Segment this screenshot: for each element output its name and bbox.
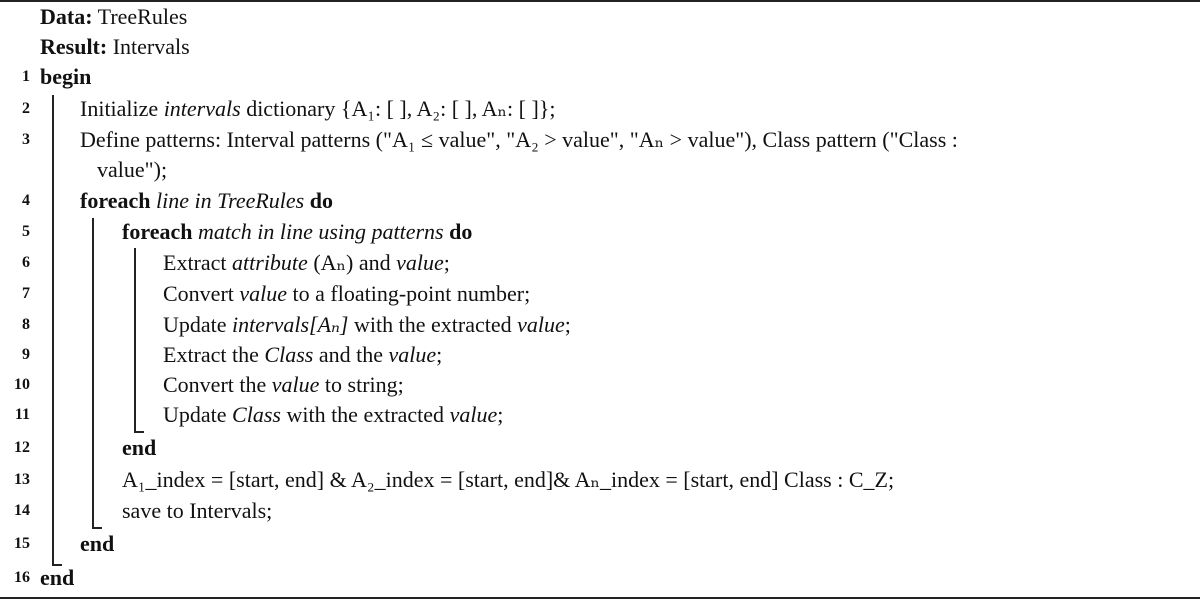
variable: Class <box>232 402 281 427</box>
line-number: 3 <box>22 131 30 148</box>
line-text: value"); <box>97 157 168 182</box>
begin-block-bar <box>52 95 54 565</box>
variable: intervals <box>163 96 241 121</box>
line-number: 8 <box>22 316 30 333</box>
line-text: Extract <box>163 250 233 275</box>
line-text: to string; <box>319 372 404 397</box>
end-keyword: end <box>40 565 75 590</box>
bottom-rule <box>0 597 1200 599</box>
begin-keyword: begin <box>40 64 92 89</box>
line-text: with the extracted <box>280 402 450 427</box>
data-value: TreeRules <box>97 4 188 29</box>
foreach-inner-bar <box>134 248 136 432</box>
end-keyword: end <box>122 435 157 460</box>
line-number: 4 <box>22 192 30 209</box>
loop-condition: match in line using patterns <box>197 219 444 244</box>
line-number: 16 <box>14 569 30 586</box>
foreach-outer-bar <box>92 218 94 528</box>
variable: Class <box>264 342 314 367</box>
line-text: with the extracted <box>348 312 518 337</box>
variable: value <box>449 402 498 427</box>
line-text: save to Intervals; <box>122 498 273 523</box>
result-label: Result: <box>40 34 108 59</box>
line-text: Extract the <box>163 342 265 367</box>
line-number: 12 <box>14 439 30 456</box>
line-number: 6 <box>22 254 30 271</box>
line-number: 14 <box>14 502 30 519</box>
line-text: and the <box>313 342 389 367</box>
line-text: A₁_index = [start, end] & A₂_index = [start, end]& Aₙ_index = [start, end] Class : C_Z; <box>122 467 895 492</box>
loop-condition: line in TreeRules <box>155 188 305 213</box>
variable: value <box>396 250 444 275</box>
line-text: Convert <box>163 281 240 306</box>
line-text: ; <box>443 250 450 275</box>
line-text: Update <box>163 312 233 337</box>
variable: value <box>239 281 288 306</box>
line-text: Initialize <box>80 96 164 121</box>
line-number: 13 <box>14 471 30 488</box>
do-keyword: do <box>309 188 333 213</box>
line-text: ; <box>436 342 443 367</box>
line-text: to a floating-point number; <box>287 281 531 306</box>
line-number: 2 <box>22 100 30 117</box>
do-keyword: do <box>449 219 473 244</box>
variable: value <box>271 372 320 397</box>
result-value: Intervals <box>112 34 190 59</box>
variable: value <box>388 342 437 367</box>
line-number: 7 <box>22 285 30 302</box>
line-number: 15 <box>14 535 30 552</box>
end-keyword: end <box>80 531 115 556</box>
line-number: 1 <box>22 68 30 85</box>
variable: intervals[Aₙ] <box>232 312 349 337</box>
variable: attribute <box>232 250 308 275</box>
line-text: ; <box>497 402 504 427</box>
variable: value <box>517 312 565 337</box>
line-number: 11 <box>14 406 30 423</box>
line-text: Convert the <box>163 372 272 397</box>
line-text: Update <box>163 402 233 427</box>
line-number: 10 <box>14 376 30 393</box>
data-label: Data: <box>40 4 93 29</box>
line-number: 9 <box>22 346 30 363</box>
line-text: dictionary {A₁: [ ], A₂: [ ], Aₙ: [ ]}; <box>240 96 556 121</box>
foreach-keyword: foreach <box>80 188 151 213</box>
line-number: 5 <box>22 223 30 240</box>
foreach-keyword: foreach <box>122 219 193 244</box>
line-text: (Aₙ) and <box>307 250 397 275</box>
line-text: Define patterns: Interval patterns ("A₁ ≤ value", "A₂ > value", "Aₙ > value"), Class pattern ("Class : <box>80 127 958 152</box>
line-text: ; <box>564 312 571 337</box>
